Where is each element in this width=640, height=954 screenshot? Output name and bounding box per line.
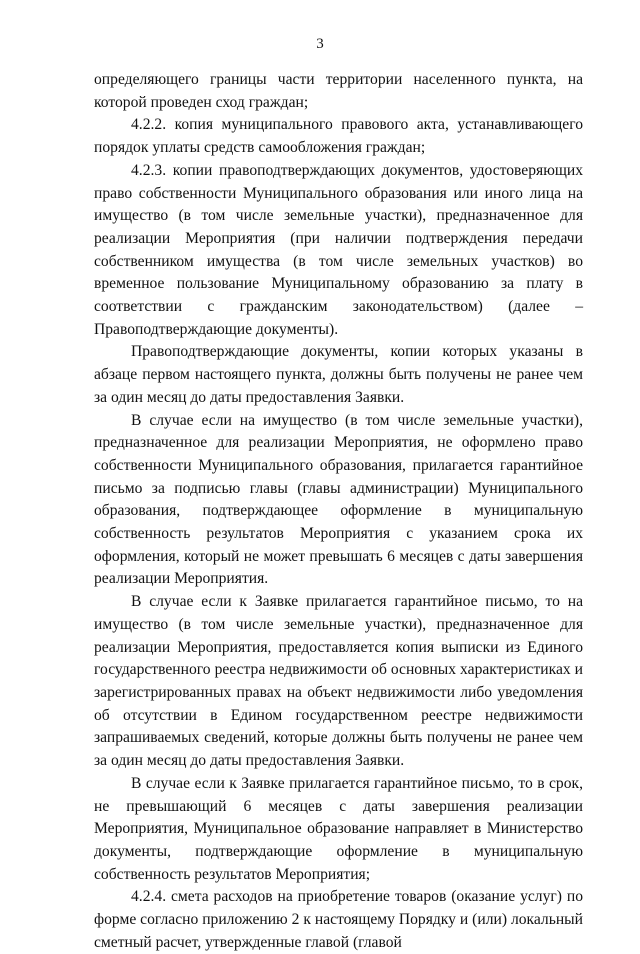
paragraph-6: В случае если к Заявке прилагается гарантийное письмо, то на имущество (в том числе земельные участки), предназначенное для реализации Мероприятия, предоставляется копия выписки из Единого государственного реестра недвижимости об основных характеристиках и зарегистрированных правах на объект недвижимости либо уведомления об отсутствии в Едином государственном реестре недвижимости запрашиваемых сведений, которые должны быть получены не ранее чем за один месяц до даты предоставления Заявки.: [94, 593, 583, 770]
document-body: [94, 69, 583, 954]
paragraph-8: 4.2.4. смета расходов на приобретение товаров (оказание услуг) по форме согласно приложению 2 к настоящему Порядку и (или) локальный сметный расчет, утвержденные главой (главой: [94, 888, 583, 951]
paragraph-1: определяющего границы части территории населенного пункта, на которой проведен сход граждан;: [94, 71, 583, 111]
page-number: 3: [316, 36, 324, 52]
paragraph-4: Правоподтверждающие документы, копии которых указаны в абзаце первом настоящего пункта, должны быть получены не ранее чем за один месяц до даты предоставления Заявки.: [94, 343, 583, 406]
paragraph-3: 4.2.3. копии правоподтверждающих документов, удостоверяющих право собственности Муниципального образования или иного лица на имущество (в том числе земельные участки), предназначенное для реализации Мероприятия (при наличии подтверждения передачи собственником имущества (в том числе земельных участков) во временное пользование Муниципальному образованию за плату в соответствии с гражданским законодательством) (далее – Правоподтверждающие документы).: [94, 161, 583, 338]
paragraph-7: В случае если к Заявке прилагается гарантийное письмо, то в срок, не превышающий 6 месяцев с даты завершения реализации Мероприятия, Муниципальное образование направляет в Министерство документы, подтверждающие оформление в муниципальную собственность результатов Мероприятия;: [94, 774, 583, 883]
paragraph-2: 4.2.2. копия муниципального правового акта, устанавливающего порядок уплаты средств самообложения граждан;: [94, 116, 583, 157]
paragraph-5: В случае если на имущество (в том числе земельные участки), предназначенное для реализации Мероприятия, не оформлено право собственности Муниципального образования, прилагается гарантийное письмо за подписью главы (главы администрации) Муниципального образования, подтверждающее оформление в муниципальную собственность результатов Мероприятия с указанием срока их оформления, который не может превышать 6 месяцев с даты завершения реализации Мероприятия.: [94, 411, 583, 588]
